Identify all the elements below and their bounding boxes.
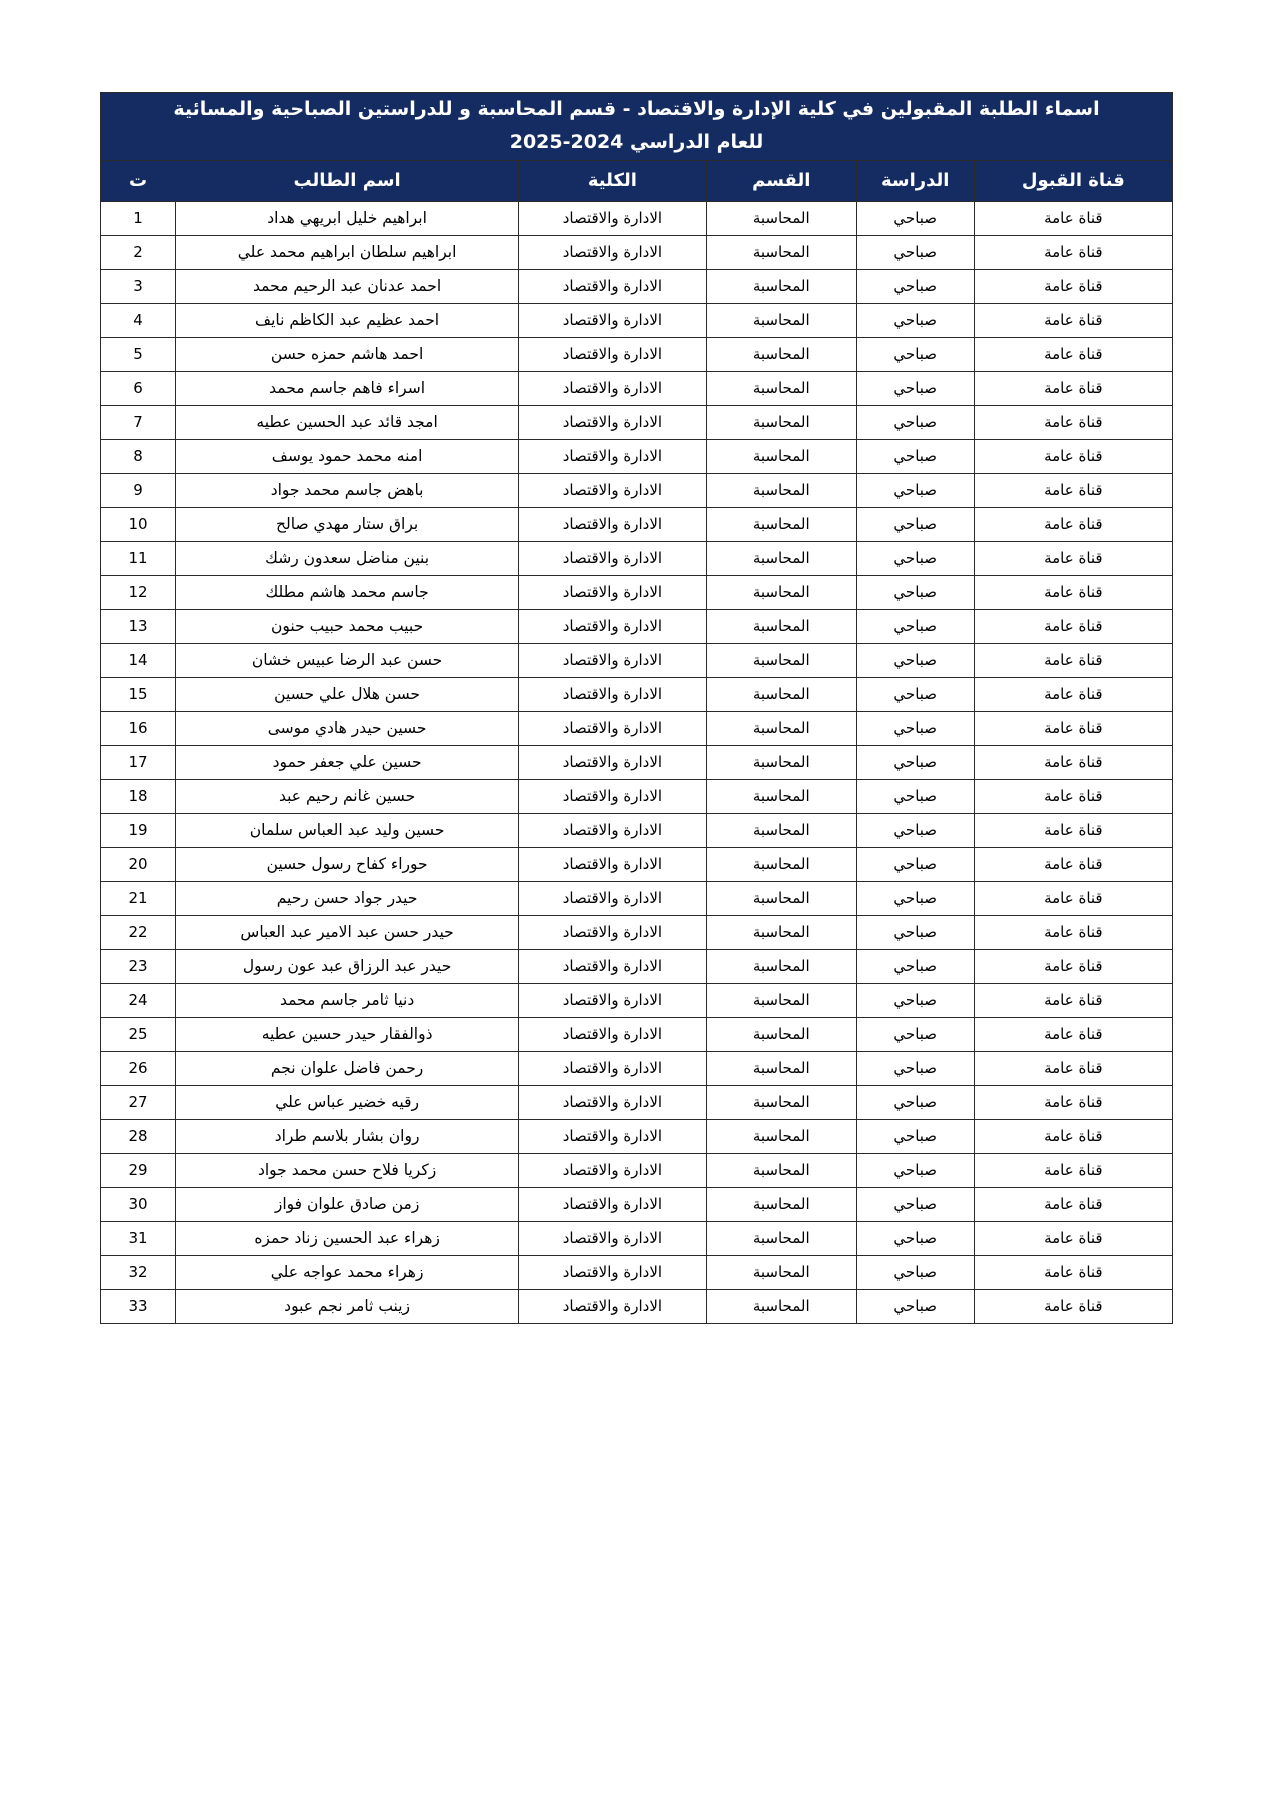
accepted-students-table xyxy=(100,92,1173,1324)
table-row xyxy=(101,1187,1173,1221)
cell-student-name: دنيا ثامر جاسم محمد xyxy=(176,983,519,1017)
cell-index: 5 xyxy=(101,337,176,371)
table-row xyxy=(101,507,1173,541)
column-header-name: اسم الطالب xyxy=(176,160,519,201)
column-header-dept: القسم xyxy=(706,160,856,201)
cell-dept: المحاسبة xyxy=(706,1153,856,1187)
cell-index: 10 xyxy=(101,507,176,541)
cell-study: صباحي xyxy=(856,235,974,269)
cell-student-name: باهض جاسم محمد جواد xyxy=(176,473,519,507)
cell-college: الادارة والاقتصاد xyxy=(519,439,707,473)
cell-student-name: زهراء محمد عواجه علي xyxy=(176,1255,519,1289)
cell-dept: المحاسبة xyxy=(706,439,856,473)
cell-student-name: حيدر حسن عبد الامير عبد العباس xyxy=(176,915,519,949)
cell-dept: المحاسبة xyxy=(706,881,856,915)
cell-dept: المحاسبة xyxy=(706,779,856,813)
cell-study: صباحي xyxy=(856,949,974,983)
cell-channel: قناة عامة xyxy=(974,847,1172,881)
cell-index: 19 xyxy=(101,813,176,847)
cell-student-name: زكريا فلاح حسن محمد جواد xyxy=(176,1153,519,1187)
cell-study: صباحي xyxy=(856,1017,974,1051)
cell-study: صباحي xyxy=(856,371,974,405)
cell-study: صباحي xyxy=(856,779,974,813)
cell-student-name: زهراء عبد الحسين زناد حمزه xyxy=(176,1221,519,1255)
cell-dept: المحاسبة xyxy=(706,1221,856,1255)
column-header-channel: قناة القبول xyxy=(974,160,1172,201)
cell-index: 16 xyxy=(101,711,176,745)
cell-dept: المحاسبة xyxy=(706,269,856,303)
cell-study: صباحي xyxy=(856,643,974,677)
cell-dept: المحاسبة xyxy=(706,813,856,847)
cell-student-name: احمد هاشم حمزه حسن xyxy=(176,337,519,371)
cell-dept: المحاسبة xyxy=(706,405,856,439)
table-row xyxy=(101,1017,1173,1051)
table-row xyxy=(101,1153,1173,1187)
table-row xyxy=(101,575,1173,609)
cell-college: الادارة والاقتصاد xyxy=(519,337,707,371)
cell-student-name: حبيب محمد حبيب حنون xyxy=(176,609,519,643)
cell-study: صباحي xyxy=(856,337,974,371)
cell-college: الادارة والاقتصاد xyxy=(519,303,707,337)
cell-dept: المحاسبة xyxy=(706,303,856,337)
cell-study: صباحي xyxy=(856,915,974,949)
title-line-2: للعام الدراسي 2024-2025 xyxy=(509,131,764,154)
cell-index: 21 xyxy=(101,881,176,915)
cell-dept: المحاسبة xyxy=(706,1017,856,1051)
cell-college: الادارة والاقتصاد xyxy=(519,609,707,643)
cell-channel: قناة عامة xyxy=(974,1221,1172,1255)
cell-channel: قناة عامة xyxy=(974,745,1172,779)
cell-dept: المحاسبة xyxy=(706,337,856,371)
cell-study: صباحي xyxy=(856,1085,974,1119)
cell-dept: المحاسبة xyxy=(706,507,856,541)
cell-index: 22 xyxy=(101,915,176,949)
cell-channel: قناة عامة xyxy=(974,643,1172,677)
cell-college: الادارة والاقتصاد xyxy=(519,1017,707,1051)
cell-study: صباحي xyxy=(856,405,974,439)
cell-student-name: احمد عدنان عبد الرحيم محمد xyxy=(176,269,519,303)
table-row xyxy=(101,303,1173,337)
cell-student-name: زينب ثامر نجم عبود xyxy=(176,1289,519,1323)
cell-channel: قناة عامة xyxy=(974,473,1172,507)
cell-college: الادارة والاقتصاد xyxy=(519,1051,707,1085)
cell-student-name: حيدر عبد الرزاق عبد عون رسول xyxy=(176,949,519,983)
cell-student-name: احمد عظيم عبد الكاظم نايف xyxy=(176,303,519,337)
table-body xyxy=(101,201,1173,1323)
cell-study: صباحي xyxy=(856,711,974,745)
table-row xyxy=(101,235,1173,269)
cell-college: الادارة والاقتصاد xyxy=(519,507,707,541)
cell-channel: قناة عامة xyxy=(974,337,1172,371)
cell-channel: قناة عامة xyxy=(974,507,1172,541)
cell-channel: قناة عامة xyxy=(974,439,1172,473)
column-header-index: ت xyxy=(101,160,176,201)
table-row xyxy=(101,779,1173,813)
cell-college: الادارة والاقتصاد xyxy=(519,1085,707,1119)
cell-student-name: زمن صادق علوان فواز xyxy=(176,1187,519,1221)
cell-student-name: حسن هلال علي حسين xyxy=(176,677,519,711)
table-row xyxy=(101,1255,1173,1289)
cell-dept: المحاسبة xyxy=(706,575,856,609)
cell-channel: قناة عامة xyxy=(974,711,1172,745)
cell-channel: قناة عامة xyxy=(974,609,1172,643)
table-row xyxy=(101,1289,1173,1323)
table-row xyxy=(101,847,1173,881)
cell-channel: قناة عامة xyxy=(974,541,1172,575)
cell-study: صباحي xyxy=(856,881,974,915)
cell-index: 24 xyxy=(101,983,176,1017)
table-row xyxy=(101,541,1173,575)
cell-channel: قناة عامة xyxy=(974,1051,1172,1085)
cell-study: صباحي xyxy=(856,575,974,609)
cell-study: صباحي xyxy=(856,847,974,881)
table-row xyxy=(101,677,1173,711)
cell-channel: قناة عامة xyxy=(974,1289,1172,1323)
table-row xyxy=(101,337,1173,371)
cell-study: صباحي xyxy=(856,677,974,711)
cell-dept: المحاسبة xyxy=(706,473,856,507)
table-row xyxy=(101,711,1173,745)
cell-student-name: حسين علي جعفر حمود xyxy=(176,745,519,779)
cell-index: 13 xyxy=(101,609,176,643)
cell-dept: المحاسبة xyxy=(706,1085,856,1119)
table-row xyxy=(101,1085,1173,1119)
cell-college: الادارة والاقتصاد xyxy=(519,1289,707,1323)
cell-channel: قناة عامة xyxy=(974,1017,1172,1051)
cell-dept: المحاسبة xyxy=(706,609,856,643)
cell-index: 3 xyxy=(101,269,176,303)
cell-dept: المحاسبة xyxy=(706,1255,856,1289)
title-row xyxy=(101,93,1173,161)
cell-study: صباحي xyxy=(856,473,974,507)
cell-index: 20 xyxy=(101,847,176,881)
table-row xyxy=(101,1221,1173,1255)
cell-index: 6 xyxy=(101,371,176,405)
cell-study: صباحي xyxy=(856,439,974,473)
cell-index: 1 xyxy=(101,201,176,235)
cell-channel: قناة عامة xyxy=(974,677,1172,711)
cell-index: 29 xyxy=(101,1153,176,1187)
table-row xyxy=(101,439,1173,473)
cell-student-name: حسين وليد عبد العباس سلمان xyxy=(176,813,519,847)
cell-dept: المحاسبة xyxy=(706,745,856,779)
table-row xyxy=(101,1051,1173,1085)
cell-study: صباحي xyxy=(856,983,974,1017)
cell-dept: المحاسبة xyxy=(706,915,856,949)
cell-student-name: بنين مناضل سعدون رشك xyxy=(176,541,519,575)
cell-index: 2 xyxy=(101,235,176,269)
cell-student-name: براق ستار مهدي صالح xyxy=(176,507,519,541)
cell-student-name: حسين حيدر هادي موسى xyxy=(176,711,519,745)
table-row xyxy=(101,201,1173,235)
table-row xyxy=(101,473,1173,507)
cell-study: صباحي xyxy=(856,813,974,847)
cell-channel: قناة عامة xyxy=(974,405,1172,439)
cell-channel: قناة عامة xyxy=(974,235,1172,269)
cell-index: 14 xyxy=(101,643,176,677)
cell-channel: قناة عامة xyxy=(974,915,1172,949)
cell-index: 28 xyxy=(101,1119,176,1153)
table-row xyxy=(101,813,1173,847)
cell-college: الادارة والاقتصاد xyxy=(519,949,707,983)
cell-index: 7 xyxy=(101,405,176,439)
cell-channel: قناة عامة xyxy=(974,779,1172,813)
cell-study: صباحي xyxy=(856,507,974,541)
cell-index: 15 xyxy=(101,677,176,711)
cell-channel: قناة عامة xyxy=(974,1187,1172,1221)
cell-index: 26 xyxy=(101,1051,176,1085)
cell-channel: قناة عامة xyxy=(974,983,1172,1017)
cell-dept: المحاسبة xyxy=(706,371,856,405)
cell-study: صباحي xyxy=(856,1289,974,1323)
cell-student-name: حسين غانم رحيم عبد xyxy=(176,779,519,813)
cell-dept: المحاسبة xyxy=(706,1051,856,1085)
cell-college: الادارة والاقتصاد xyxy=(519,779,707,813)
table-row xyxy=(101,881,1173,915)
cell-dept: المحاسبة xyxy=(706,643,856,677)
cell-index: 8 xyxy=(101,439,176,473)
table-row xyxy=(101,269,1173,303)
cell-student-name: روان بشار بلاسم طراد xyxy=(176,1119,519,1153)
cell-study: صباحي xyxy=(856,745,974,779)
cell-dept: المحاسبة xyxy=(706,847,856,881)
cell-index: 30 xyxy=(101,1187,176,1221)
cell-channel: قناة عامة xyxy=(974,303,1172,337)
cell-college: الادارة والاقتصاد xyxy=(519,847,707,881)
cell-index: 25 xyxy=(101,1017,176,1051)
cell-dept: المحاسبة xyxy=(706,711,856,745)
cell-college: الادارة والاقتصاد xyxy=(519,915,707,949)
cell-college: الادارة والاقتصاد xyxy=(519,745,707,779)
table-row xyxy=(101,609,1173,643)
cell-college: الادارة والاقتصاد xyxy=(519,1221,707,1255)
cell-college: الادارة والاقتصاد xyxy=(519,711,707,745)
cell-study: صباحي xyxy=(856,1119,974,1153)
table-row xyxy=(101,745,1173,779)
document-title xyxy=(101,93,1173,161)
cell-index: 4 xyxy=(101,303,176,337)
cell-student-name: حيدر جواد حسن رحيم xyxy=(176,881,519,915)
cell-student-name: ذوالفقار حيدر حسين عطيه xyxy=(176,1017,519,1051)
table-row xyxy=(101,1119,1173,1153)
cell-college: الادارة والاقتصاد xyxy=(519,813,707,847)
cell-college: الادارة والاقتصاد xyxy=(519,1119,707,1153)
cell-study: صباحي xyxy=(856,1255,974,1289)
cell-index: 17 xyxy=(101,745,176,779)
cell-student-name: جاسم محمد هاشم مطلك xyxy=(176,575,519,609)
cell-college: الادارة والاقتصاد xyxy=(519,405,707,439)
cell-dept: المحاسبة xyxy=(706,541,856,575)
cell-channel: قناة عامة xyxy=(974,949,1172,983)
cell-dept: المحاسبة xyxy=(706,949,856,983)
cell-index: 31 xyxy=(101,1221,176,1255)
cell-study: صباحي xyxy=(856,609,974,643)
table-row xyxy=(101,949,1173,983)
cell-college: الادارة والاقتصاد xyxy=(519,1187,707,1221)
cell-dept: المحاسبة xyxy=(706,1289,856,1323)
cell-channel: قناة عامة xyxy=(974,371,1172,405)
cell-college: الادارة والاقتصاد xyxy=(519,983,707,1017)
table-row xyxy=(101,643,1173,677)
cell-study: صباحي xyxy=(856,1153,974,1187)
cell-study: صباحي xyxy=(856,1051,974,1085)
cell-student-name: امجد قائد عبد الحسين عطيه xyxy=(176,405,519,439)
cell-channel: قناة عامة xyxy=(974,813,1172,847)
cell-dept: المحاسبة xyxy=(706,983,856,1017)
cell-college: الادارة والاقتصاد xyxy=(519,1255,707,1289)
cell-channel: قناة عامة xyxy=(974,575,1172,609)
cell-study: صباحي xyxy=(856,1187,974,1221)
cell-index: 27 xyxy=(101,1085,176,1119)
table-row xyxy=(101,405,1173,439)
cell-college: الادارة والاقتصاد xyxy=(519,643,707,677)
title-line-1: اسماء الطلبة المقبولين في كلية الإدارة والاقتصاد - قسم المحاسبة و للدراستين الصباحية والمسائية xyxy=(173,98,1100,120)
cell-college: الادارة والاقتصاد xyxy=(519,1153,707,1187)
cell-student-name: امنه محمد حمود يوسف xyxy=(176,439,519,473)
cell-channel: قناة عامة xyxy=(974,1119,1172,1153)
cell-index: 12 xyxy=(101,575,176,609)
cell-student-name: حوراء كفاح رسول حسين xyxy=(176,847,519,881)
table-row xyxy=(101,371,1173,405)
cell-college: الادارة والاقتصاد xyxy=(519,881,707,915)
cell-student-name: ابراهيم سلطان ابراهيم محمد علي xyxy=(176,235,519,269)
cell-college: الادارة والاقتصاد xyxy=(519,371,707,405)
cell-college: الادارة والاقتصاد xyxy=(519,473,707,507)
cell-index: 32 xyxy=(101,1255,176,1289)
cell-student-name: رحمن فاضل علوان نجم xyxy=(176,1051,519,1085)
cell-college: الادارة والاقتصاد xyxy=(519,235,707,269)
cell-index: 23 xyxy=(101,949,176,983)
cell-study: صباحي xyxy=(856,201,974,235)
table-row xyxy=(101,915,1173,949)
cell-channel: قناة عامة xyxy=(974,1255,1172,1289)
cell-study: صباحي xyxy=(856,269,974,303)
cell-student-name: اسراء فاهم جاسم محمد xyxy=(176,371,519,405)
cell-student-name: حسن عبد الرضا عبيس خشان xyxy=(176,643,519,677)
cell-college: الادارة والاقتصاد xyxy=(519,201,707,235)
cell-dept: المحاسبة xyxy=(706,235,856,269)
cell-channel: قناة عامة xyxy=(974,1085,1172,1119)
cell-index: 18 xyxy=(101,779,176,813)
column-header-row xyxy=(101,160,1173,201)
cell-student-name: رقيه خضير عباس علي xyxy=(176,1085,519,1119)
cell-student-name: ابراهيم خليل ابريهي هداد xyxy=(176,201,519,235)
cell-channel: قناة عامة xyxy=(974,881,1172,915)
cell-index: 11 xyxy=(101,541,176,575)
cell-channel: قناة عامة xyxy=(974,201,1172,235)
cell-index: 33 xyxy=(101,1289,176,1323)
table-header xyxy=(101,93,1173,202)
cell-dept: المحاسبة xyxy=(706,1119,856,1153)
cell-dept: المحاسبة xyxy=(706,201,856,235)
cell-channel: قناة عامة xyxy=(974,1153,1172,1187)
cell-channel: قناة عامة xyxy=(974,269,1172,303)
cell-dept: المحاسبة xyxy=(706,677,856,711)
column-header-college: الكلية xyxy=(519,160,707,201)
table-row xyxy=(101,983,1173,1017)
cell-college: الادارة والاقتصاد xyxy=(519,541,707,575)
column-header-study: الدراسة xyxy=(856,160,974,201)
cell-college: الادارة والاقتصاد xyxy=(519,269,707,303)
cell-study: صباحي xyxy=(856,541,974,575)
cell-study: صباحي xyxy=(856,1221,974,1255)
cell-index: 9 xyxy=(101,473,176,507)
cell-college: الادارة والاقتصاد xyxy=(519,677,707,711)
cell-study: صباحي xyxy=(856,303,974,337)
cell-dept: المحاسبة xyxy=(706,1187,856,1221)
cell-college: الادارة والاقتصاد xyxy=(519,575,707,609)
